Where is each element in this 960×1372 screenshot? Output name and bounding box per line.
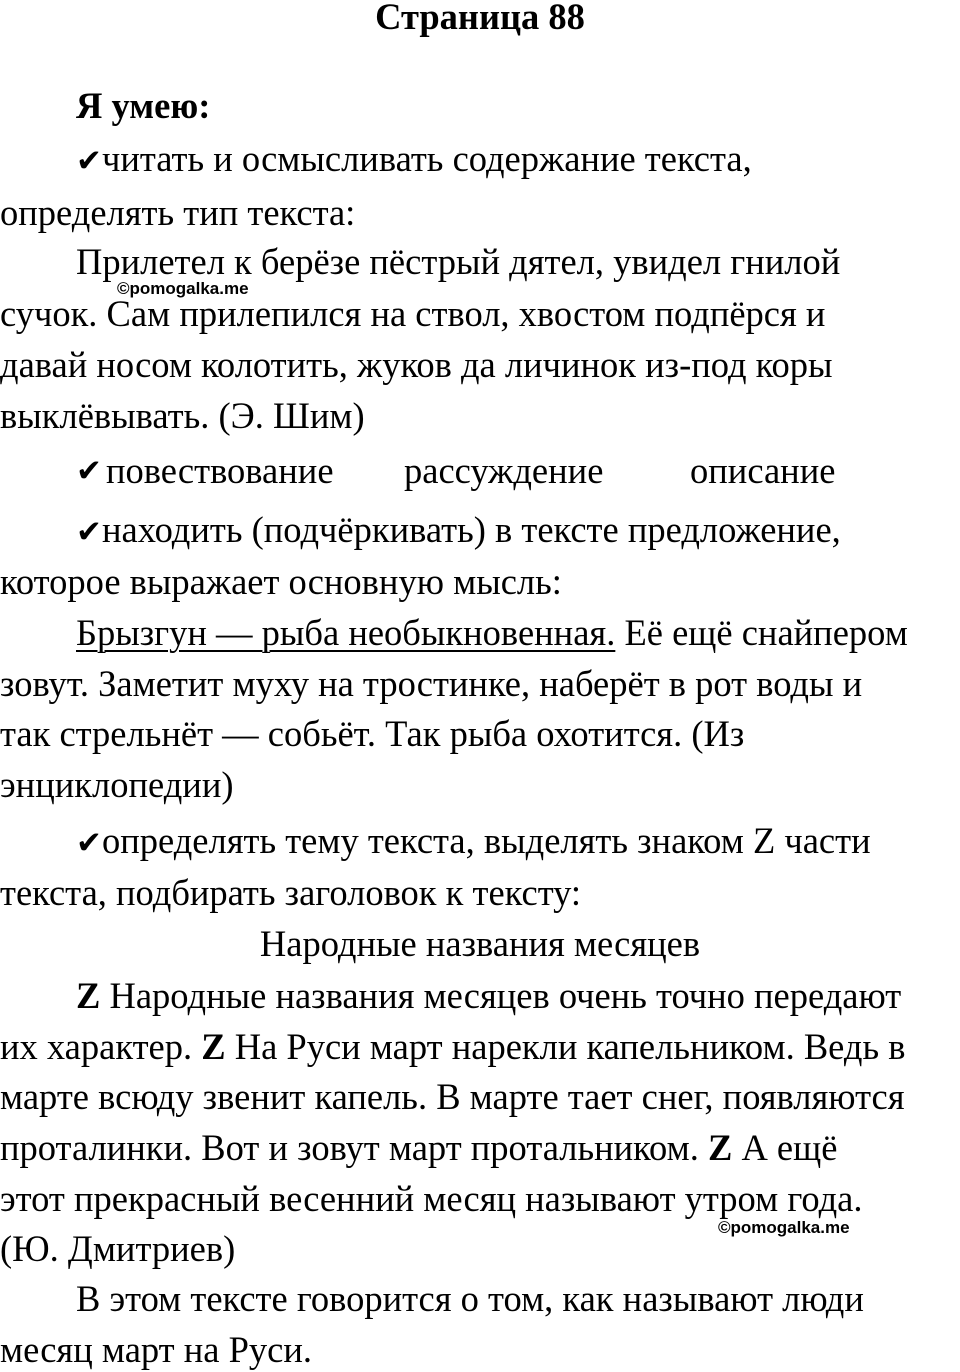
example-1-line-2: сучок. Сам прилепился на ствол, хвостом подпёрся и	[0, 293, 826, 334]
part-marker-z: Z	[76, 975, 101, 1016]
example-2-line-1-rest: Её ещё снайпером	[615, 612, 908, 653]
watermark-text: ©pomogalka.me	[117, 279, 249, 298]
checkmark-icon: ✔	[76, 514, 102, 550]
main-idea-underlined: Брызгун — рыба необыкновенная.	[76, 612, 616, 653]
example-2-line-3: так стрельнёт — собьёт. Так рыба охотится. (Из	[0, 713, 745, 754]
skill-2-text: находить (подчёркивать) в тексте предложение,	[101, 509, 841, 550]
example-3-line-2-b: На Руси март нарекли капельником. Ведь в	[225, 1026, 906, 1067]
example-3-line-2	[0, 1025, 960, 1069]
example-2-line-2: зовут. Заметит муху на тростинке, наберёт в рот воды и	[0, 663, 863, 704]
example-3-line-4-b: А ещё	[732, 1127, 838, 1168]
skill-3-line-2: текста, подбирать заголовок к тексту:	[0, 872, 582, 913]
example-3-line-3: марте всюду звенит капель. В марте тает снег, появляются	[0, 1076, 905, 1117]
part-marker-z: Z	[201, 1026, 226, 1067]
checkmark-icon: ✔	[76, 825, 102, 861]
example-3-line-1	[0, 974, 960, 1018]
example-1-line-4: выклёвывать. (Э. Шим)	[0, 395, 365, 436]
skill-3-text: определять тему текста, выделять знаком Z части	[101, 820, 871, 861]
example-3-line-4	[0, 1126, 960, 1170]
example-3-line-4-a: проталинки. Вот и зовут март протальником.	[0, 1127, 708, 1168]
skill-1-line-1	[0, 137, 960, 183]
page-title: Страница 88	[375, 0, 585, 37]
watermark-text: ©pomogalka.me	[718, 1218, 850, 1237]
example-3-line-1-rest: Народные названия месяцев очень точно передают	[100, 975, 902, 1016]
part-marker-z: Z	[707, 1127, 733, 1168]
example-2-line-4: энциклопедии)	[0, 764, 234, 805]
example-2-line-1	[0, 611, 960, 655]
text-type-description: описание	[690, 450, 836, 491]
example-1-line-1: Прилетел к берёзе пёстрый дятел, увидел гнилой	[76, 241, 841, 282]
skills-heading: Я умею:	[76, 85, 211, 126]
conclusion-line-1: В этом тексте говорится о том, как называют люди	[76, 1278, 864, 1319]
checkmark-icon: ✔	[76, 453, 102, 489]
example-1-line-3: давай носом колотить, жуков да личинок из-под коры	[0, 344, 833, 385]
conclusion-line-2: месяц март на Руси.	[0, 1329, 313, 1370]
skill-2-line-2: которое выражает основную мысль:	[0, 561, 562, 602]
example-3-line-6: (Ю. Дмитриев)	[0, 1228, 236, 1269]
text-type-reasoning: рассуждение	[404, 450, 604, 491]
example-3-title: Народные названия месяцев	[259, 923, 701, 964]
text-type-narration: повествование	[106, 450, 334, 491]
skill-1-line-2: определять тип текста:	[0, 192, 356, 233]
skill-3-line-1	[0, 819, 960, 865]
checkmark-icon: ✔	[76, 143, 102, 179]
skill-2-line-1	[0, 508, 960, 554]
skill-1-text: читать и осмысливать содержание текста,	[101, 138, 752, 179]
example-3-line-5: этот прекрасный весенний месяц называют утром года.	[0, 1178, 863, 1219]
example-3-line-2-a: их характер.	[0, 1026, 202, 1067]
